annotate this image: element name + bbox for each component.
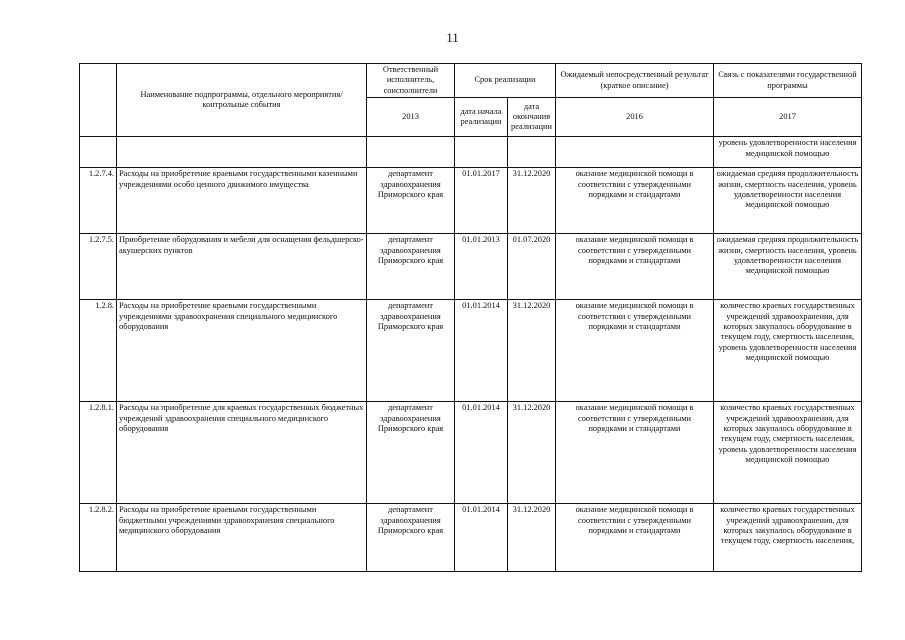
row-end-date: 31.12.2020 (508, 504, 556, 572)
row-result: оказание медицинской помощи в соответствии с утвержденными порядками и стандартами (556, 234, 714, 300)
header-row (80, 64, 862, 98)
row-number: 1.2.8.2. (80, 504, 117, 572)
row-name: Приобретение оборудования и мебели для оснащения фельдшерско-акушерских пунктов (117, 234, 367, 300)
row-end-date: 01.07.2020 (508, 234, 556, 300)
row-link: ожидаемая средняя продолжительность жизни, смертность населения, уровень удовлетворенности населения медицинской помощью (714, 234, 862, 300)
row-end-date: 31.12.2020 (508, 402, 556, 504)
row-result: оказание медицинской помощи в соответствии с утвержденными порядками и стандартами (556, 300, 714, 402)
row-number: 1.2.7.5. (80, 234, 117, 300)
table-row (80, 300, 862, 402)
row-name: Расходы на приобретение для краевых государственных бюджетных учреждений здравоохранения специального медицинского оборудования (117, 402, 367, 504)
row-department: департамент здравоохранения Приморского края (367, 168, 455, 234)
header-year-link: 2017 (714, 98, 862, 137)
row-end-date: 31.12.2020 (508, 300, 556, 402)
page-number: 11 (446, 30, 459, 45)
row-start-date: 01.01.2014 (455, 300, 508, 402)
header-period: Срок реализации (455, 64, 556, 98)
row-start-date: 01.01.2013 (455, 234, 508, 300)
program-table (79, 63, 862, 572)
row-start-date: 01.01.2017 (455, 168, 508, 234)
header-start: дата начала реализации (455, 98, 508, 137)
row-result: оказание медицинской помощи в соответствии с утвержденными порядками и стандартами (556, 402, 714, 504)
header-responsible: Ответственный исполнитель, соисполнители (367, 64, 455, 98)
header-link: Связь с показателями государственной программы (714, 64, 862, 98)
header-year-responsible: 2013 (367, 98, 455, 137)
table-row (80, 402, 862, 504)
row-department: департамент здравоохранения Приморского края (367, 504, 455, 572)
row-department: департамент здравоохранения Приморского края (367, 402, 455, 504)
header-year-result: 2016 (556, 98, 714, 137)
header-result: Ожидаемый непосредственный результат (краткое описание) (556, 64, 714, 98)
table-row (80, 168, 862, 234)
row-start-date: 01.01.2014 (455, 402, 508, 504)
header-num-cell (80, 64, 117, 137)
row-end-date: 31.12.2020 (508, 168, 556, 234)
row-number: 1.2.7.4. (80, 168, 117, 234)
row-start-date: 01.01.2014 (455, 504, 508, 572)
continuation-link: уровень удовлетворенности населения медицинской помощью (714, 137, 862, 168)
row-link: количество краевых государственных учреждений здравоохранения, для которых закупалось оборудование в текущем году, смертность населения, уровень удовлетворенности населения медицинской помощью (714, 300, 862, 402)
header-name: Наименование подпрограммы, отдельного мероприятия/контрольные события (117, 64, 367, 137)
table-row (80, 234, 862, 300)
row-number: 1.2.8.1. (80, 402, 117, 504)
table-row (80, 504, 862, 572)
row-name: Расходы на приобретение краевыми государственными бюджетными учреждениями здравоохранения специального медицинского оборудования (117, 504, 367, 572)
row-department: департамент здравоохранения Приморского края (367, 234, 455, 300)
row-number: 1.2.8. (80, 300, 117, 402)
row-result: оказание медицинской помощи в соответствии с утвержденными порядками и стандартами (556, 168, 714, 234)
row-link: количество краевых государственных учреждений здравоохранения, для которых закупалось оборудование в текущем году, смертность населения, уровень удовлетворенности населения медицинской помощью (714, 402, 862, 504)
row-name: Расходы на приобретение краевыми государственными учреждениями здравоохранения специального медицинского оборудования (117, 300, 367, 402)
row-name: Расходы на приобретение краевыми государственными казенными учреждениями особо ценного движимого имущества (117, 168, 367, 234)
header-end: дата окончания реализации (508, 98, 556, 137)
row-result: оказание медицинской помощи в соответствии с утвержденными порядками и стандартами (556, 504, 714, 572)
row-department: департамент здравоохранения Приморского края (367, 300, 455, 402)
continuation-row (80, 137, 862, 168)
row-link: количество краевых государственных учреждений здравоохранения, для которых закупалось оборудование в текущем году, смертность населения, (714, 504, 862, 572)
row-link: ожидаемая средняя продолжительность жизни, смертность населения, уровень удовлетворенности населения медицинской помощью (714, 168, 862, 234)
